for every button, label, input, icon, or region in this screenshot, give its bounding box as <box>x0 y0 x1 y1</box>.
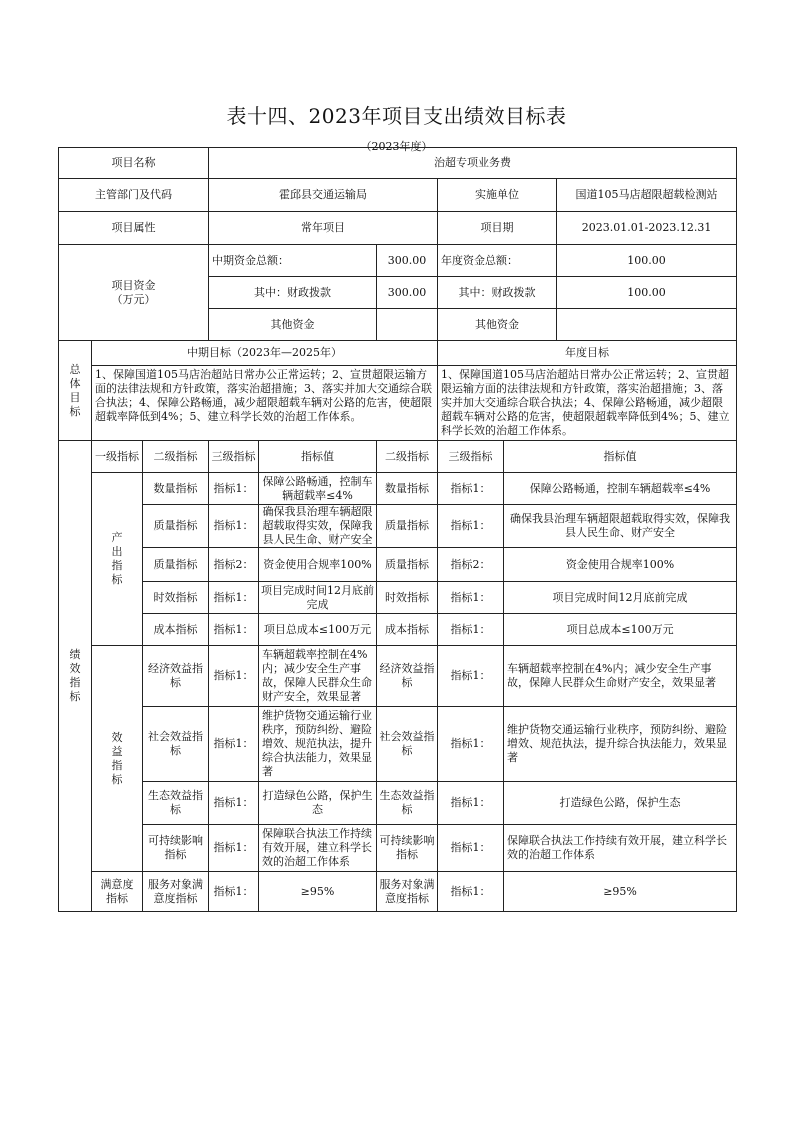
valueb-cell: 保障公路畅通，控制车辆超载率≤4% <box>504 473 737 505</box>
mid-fiscal-value: 300.00 <box>377 277 438 309</box>
mid-total-value: 300.00 <box>377 245 438 277</box>
row-goals-text <box>59 366 737 441</box>
benefit-label-char: 指 <box>111 758 123 772</box>
level3b-cell: 指标2： <box>438 548 504 582</box>
level2-cell: 时效指标 <box>143 582 209 614</box>
row-attr <box>59 212 737 245</box>
table-row <box>59 505 737 548</box>
impl-value: 国道105马店超限超载检测站 <box>557 179 737 212</box>
benefit-label-char: 标 <box>111 772 123 786</box>
year-other-label: 其他资金 <box>438 309 557 341</box>
level3b-cell: 指标1： <box>438 505 504 548</box>
level2-cell: 成本指标 <box>143 614 209 646</box>
value-cell: 车辆超载率控制在4%内；减少安全生产事故，保障人民群众生命财产安全，效果显著 <box>259 646 377 707</box>
valueb-cell: 项目总成本≤100万元 <box>504 614 737 646</box>
dept-value: 霍邱县交通运输局 <box>209 179 438 212</box>
perf-label-char: 标 <box>69 690 81 703</box>
year-total-value: 100.00 <box>557 245 737 277</box>
satisfaction-label-line1: 满意度 <box>100 877 134 891</box>
level3b-cell: 指标1： <box>438 707 504 782</box>
value-cell: 维护货物交通运输行业秩序，预防纠纷、避险增效、规范执法，提升综合执法能力，效果显著 <box>259 707 377 782</box>
level3b-cell: 指标1： <box>438 782 504 825</box>
header-valueb: 指标值 <box>504 441 737 473</box>
row-dept <box>59 179 737 212</box>
valueb-cell: 资金使用合规率100% <box>504 548 737 582</box>
mid-goal-text: 1、保障国道105马店治超站日常办公正常运转；2、宣贯超限运输方面的法律法规和方针政策，落实治超措施；3、落实并加大交通综合联合执法；4、保障公路畅通，减少超限超载车辆对公路的危害，使超限超载率降低到4%；5、建立科学长效的治超工作体系。 <box>92 366 438 441</box>
table-row <box>59 782 737 825</box>
output-label <box>92 473 143 646</box>
year-fiscal-label: 其中：财政拨款 <box>438 277 557 309</box>
value-cell: 确保我县治理车辆超限超载取得实效，保障我县人民生命、财产安全 <box>259 505 377 548</box>
funds-label-line1: 项目资金 <box>111 278 156 292</box>
impl-label: 实施单位 <box>438 179 557 212</box>
valueb-cell: 确保我县治理车辆超限超载取得实效，保障我县人民生命、财产安全 <box>504 505 737 548</box>
value-cell: 保障联合执法工作持续有效开展，建立科学长效的治超工作体系 <box>259 825 377 872</box>
satisfaction-label-line2: 指标 <box>106 891 128 905</box>
level3b-cell: 指标1： <box>438 614 504 646</box>
year-goal-header: 年度目标 <box>438 341 737 366</box>
level3b-cell: 指标1： <box>438 582 504 614</box>
value-cell: 项目总成本≤100万元 <box>259 614 377 646</box>
period-value: 2023.01.01-2023.12.31 <box>557 212 737 245</box>
year-total-label: 年度资金总额： <box>438 245 557 277</box>
level3-cell: 指标1： <box>209 614 259 646</box>
funds-label <box>59 245 209 341</box>
perf-label-char: 绩 <box>69 648 81 661</box>
table-row <box>59 825 737 872</box>
year-other-value <box>557 309 737 341</box>
value-cell: 打造绿色公路，保护生态 <box>259 782 377 825</box>
level3b-cell: 指标1： <box>438 473 504 505</box>
period-label: 项目期 <box>438 212 557 245</box>
level3b-cell: 指标1： <box>438 646 504 707</box>
header-level3: 三级指标 <box>209 441 259 473</box>
table-row <box>59 548 737 582</box>
level2b-cell: 成本指标 <box>377 614 438 646</box>
attr-label: 项目属性 <box>59 212 209 245</box>
level2b-cell: 可持续影响指标 <box>377 825 438 872</box>
goals-label-char: 体 <box>69 376 81 390</box>
level2b-cell: 质量指标 <box>377 505 438 548</box>
mid-other-label: 其他资金 <box>209 309 377 341</box>
satisfaction-label <box>92 872 143 912</box>
valueb-cell: 保障联合执法工作持续有效开展，建立科学长效的治超工作体系 <box>504 825 737 872</box>
dept-label: 主管部门及代码 <box>59 179 209 212</box>
perf-label-char: 指 <box>69 676 81 689</box>
valueb-cell: ≥95% <box>504 872 737 912</box>
level2-cell: 经济效益指标 <box>143 646 209 707</box>
mid-total-label: 中期资金总额： <box>209 245 377 277</box>
valueb-cell: 维护货物交通运输行业秩序，预防纠纷、避险增效、规范执法，提升综合执法能力，效果显著 <box>504 707 737 782</box>
output-label-char: 出 <box>111 545 123 558</box>
table-row <box>59 473 737 505</box>
benefit-label-char: 益 <box>111 744 123 758</box>
table-row <box>59 707 737 782</box>
level3-cell: 指标1： <box>209 707 259 782</box>
level2-cell: 数量指标 <box>143 473 209 505</box>
attr-value: 常年项目 <box>209 212 438 245</box>
row-perf-header <box>59 441 737 473</box>
page-subtitle: （2023年度） <box>360 140 433 153</box>
row-project-name <box>59 148 737 179</box>
level3b-cell: 指标1： <box>438 825 504 872</box>
goals-label-char: 总 <box>69 362 81 376</box>
level2b-cell: 数量指标 <box>377 473 438 505</box>
table-row <box>59 872 737 912</box>
level3-cell: 指标1： <box>209 646 259 707</box>
project-name-label: 项目名称 <box>59 148 209 179</box>
level2b-cell: 服务对象满意度指标 <box>377 872 438 912</box>
level2-cell: 社会效益指标 <box>143 707 209 782</box>
level3b-cell: 指标1： <box>438 872 504 912</box>
table-row <box>59 614 737 646</box>
level3-cell: 指标1： <box>209 473 259 505</box>
header-level3b: 三级指标 <box>438 441 504 473</box>
perf-label-char: 效 <box>69 662 81 675</box>
output-label-char: 指 <box>111 559 123 572</box>
level2b-cell: 时效指标 <box>377 582 438 614</box>
value-cell: 资金使用合规率100% <box>259 548 377 582</box>
level2-cell: 生态效益指标 <box>143 782 209 825</box>
page-title: 表十四、2023年项目支出绩效目标表 <box>226 104 567 128</box>
level3-cell: 指标1： <box>209 505 259 548</box>
value-cell: ≥95% <box>259 872 377 912</box>
mid-goal-header: 中期目标（2023年—2025年） <box>92 341 438 366</box>
goals-label <box>59 341 92 441</box>
header-level2b: 二级指标 <box>377 441 438 473</box>
valueb-cell: 打造绿色公路，保护生态 <box>504 782 737 825</box>
benefit-label <box>92 646 143 872</box>
output-label-char: 标 <box>111 573 123 586</box>
value-cell: 保障公路畅通，控制车辆超载率≤4% <box>259 473 377 505</box>
goals-label-char: 标 <box>69 404 81 418</box>
performance-table <box>58 147 737 912</box>
year-goal-text: 1、保障国道105马店治超站日常办公正常运转；2、宣贯超限运输方面的法律法规和方针政策，落实治超措施；3、落实并加大交通综合联合执法；4、保障公路畅通，减少超限超载车辆对公路的危害，使超限超载率降低到4%；5、建立科学长效的治超工作体系。 <box>438 366 737 441</box>
value-cell: 项目完成时间12月底前完成 <box>259 582 377 614</box>
level2b-cell: 生态效益指标 <box>377 782 438 825</box>
level2b-cell: 质量指标 <box>377 548 438 582</box>
funds-label-line2: （万元） <box>111 292 156 306</box>
output-label-char: 产 <box>111 531 123 544</box>
level2-cell: 质量指标 <box>143 505 209 548</box>
row-goals-header <box>59 341 737 366</box>
level2-cell: 可持续影响指标 <box>143 825 209 872</box>
perf-label <box>59 441 92 912</box>
level3-cell: 指标1： <box>209 825 259 872</box>
row-funds-total <box>59 245 737 277</box>
level2b-cell: 社会效益指标 <box>377 707 438 782</box>
header-value: 指标值 <box>259 441 377 473</box>
level3-cell: 指标2： <box>209 548 259 582</box>
level2-cell: 服务对象满意度指标 <box>143 872 209 912</box>
header-level1: 一级指标 <box>92 441 143 473</box>
level2b-cell: 经济效益指标 <box>377 646 438 707</box>
valueb-cell: 车辆超载率控制在4%内；减少安全生产事故，保障人民群众生命财产安全，效果显著 <box>504 646 737 707</box>
project-name-value: 治超专项业务费 <box>209 148 737 179</box>
mid-other-value <box>377 309 438 341</box>
valueb-cell: 项目完成时间12月底前完成 <box>504 582 737 614</box>
header-level2: 二级指标 <box>143 441 209 473</box>
level3-cell: 指标1： <box>209 782 259 825</box>
table-row <box>59 646 737 707</box>
level3-cell: 指标1： <box>209 582 259 614</box>
level2-cell: 质量指标 <box>143 548 209 582</box>
table-row <box>59 582 737 614</box>
mid-fiscal-label: 其中：财政拨款 <box>209 277 377 309</box>
year-fiscal-value: 100.00 <box>557 277 737 309</box>
benefit-label-char: 效 <box>111 730 123 744</box>
goals-label-char: 目 <box>69 390 81 404</box>
level3-cell: 指标1： <box>209 872 259 912</box>
